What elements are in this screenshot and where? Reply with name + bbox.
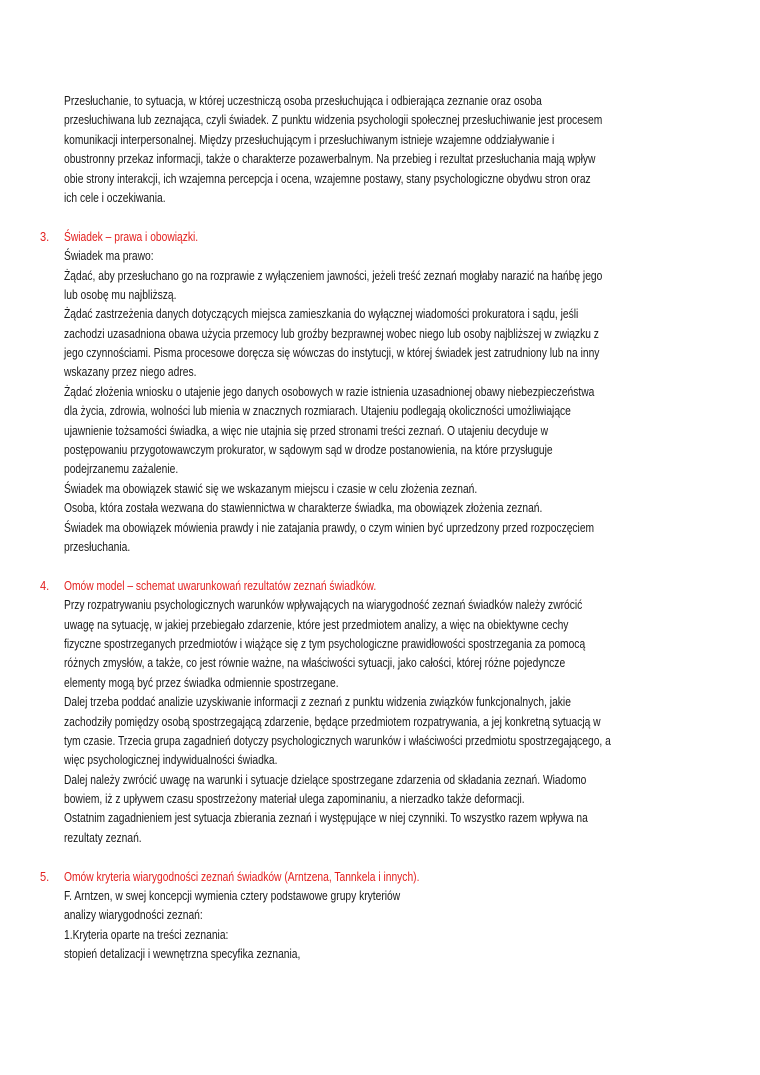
line-text: analizy wiarygodności zeznań:: [64, 907, 203, 923]
line-text: Żądać złożenia wniosku o utajenie jego danych osobowych w razie istnienia uzasadnionej obawy niebezpieczeństwa: [64, 383, 595, 399]
text-line: [0, 653, 760, 672]
text-line: [0, 110, 760, 129]
line-text: lub osobę mu najbliższą.: [64, 286, 177, 302]
line-text: Świadek ma obowiązek mówienia prawdy i nie zatajania prawdy, o czym winien być uprzedzony przed rozpoczęciem: [64, 519, 595, 535]
section-number: 3.: [40, 228, 50, 244]
line-text: Ostatnim zagadnieniem jest sytuacja zbierania zeznań i występujące w niej czynniki. To wszystko razem wpływa na: [64, 810, 588, 826]
section-title: Omów kryteria wiarygodności zeznań świadków (Arntzena, Tannkela i innych).: [64, 868, 420, 884]
line-text: fizyczne spostrzeganych przedmiotów i wiążące się z tym psychologiczne prawidłowości spostrzegania za pomocą: [64, 635, 586, 651]
section-number: 5.: [40, 868, 50, 884]
line-text: bowiem, iż z upływem czasu spostrzeżony materiał ulega zapominaniu, a nierzadko także deformacji.: [64, 791, 525, 807]
line-text: rezultaty zeznań.: [64, 829, 142, 845]
line-text: F. Arntzen, w swej koncepcji wymienia cztery podstawowe grupy kryteriów: [64, 888, 401, 904]
text-line: [0, 905, 760, 924]
text-line: [0, 789, 760, 808]
blank-line: [0, 207, 760, 226]
line-text: Żądać, aby przesłuchano go na rozprawie z wyłączeniem jawności, jeżeli treść zeznań mogłaby narazić na hańbę jego: [64, 267, 603, 283]
section-5: [0, 867, 760, 964]
text-line: [0, 712, 760, 731]
text-line: [0, 731, 760, 750]
text-line: [0, 692, 760, 711]
line-text: jego czynnościami. Pisma procesowe doręcza się wówczas do instytucji, w której świadek jest zatrudniony lub na inny: [64, 345, 600, 361]
text-line: [0, 304, 760, 323]
text-line: [0, 886, 760, 905]
text-line: [0, 266, 760, 285]
text-line: [0, 401, 760, 420]
intro-paragraph: [0, 91, 760, 207]
text-line: [0, 537, 760, 556]
line-text: uwagę na sytuację, w jakiej przebiegało zdarzenie, które jest przedmiotem analizy, a więc na obiektywne cechy: [64, 616, 569, 632]
text-line: [0, 595, 760, 614]
text-line: [0, 440, 760, 459]
text-line: [0, 343, 760, 362]
line-text: przesłuchania.: [64, 538, 131, 554]
section-heading: [0, 576, 760, 595]
line-text: elementy mogą być przez świadka odmiennie spostrzegane.: [64, 674, 339, 690]
text-line: [0, 188, 760, 207]
text-line: [0, 615, 760, 634]
text-line: [0, 149, 760, 168]
line-text: stopień detalizacji i wewnętrzna specyfika zeznania,: [64, 946, 301, 962]
line-text: Świadek ma obowiązek stawić się we wskazanym miejscu i czasie w celu złożenia zeznań.: [64, 480, 478, 496]
text-line: [0, 808, 760, 827]
section-heading: [0, 227, 760, 246]
line-text: tym czasie. Trzecia grupa zagadnień dotyczy psychologicznych warunków i właściwości przedmiotu spostrzegającego, a: [64, 732, 611, 748]
text-line: [0, 479, 760, 498]
line-text: Przesłuchanie, to sytuacja, w której uczestniczą osoba przesłuchująca i odbierająca zeznanie oraz osoba: [64, 93, 542, 108]
text-line: [0, 518, 760, 537]
line-text: postępowaniu przygotowawczym prokurator, w sądowym sąd w drodze postanowienia, na które przysługuje: [64, 442, 553, 458]
section-4: [0, 576, 760, 847]
line-text: ujawnienie tożsamości świadka, a więc nie utajnia się przed stronami treści zeznań. O utajeniu decyduje w: [64, 422, 549, 438]
text-line: [0, 382, 760, 401]
text-line: [0, 362, 760, 381]
text-line: [0, 944, 760, 963]
text-line: [0, 634, 760, 653]
document-page: [0, 91, 760, 964]
line-text: przesłuchiwana lub zeznająca, czyli świadek. Z punktu widzenia psychologii społecznej przesłuchiwanie jest procesem: [64, 112, 603, 128]
text-line: [0, 498, 760, 517]
section-title: Świadek – prawa i obowiązki.: [64, 228, 199, 244]
text-line: [0, 828, 760, 847]
line-text: więc psychologicznej indywidualności świadka.: [64, 752, 278, 768]
line-text: Żądać zastrzeżenia danych dotyczących miejsca zamieszkania do wyłącznej wiadomości prokuratora i sądu, jeśli: [64, 306, 579, 322]
text-line: [0, 770, 760, 789]
text-line: [0, 91, 760, 110]
blank-line: [0, 556, 760, 575]
line-text: różnych zmysłów, a także, co jest równie ważne, na właściwości sytuacji, jako całości, której różne pojedyncze: [64, 655, 566, 671]
text-line: [0, 750, 760, 769]
text-line: [0, 130, 760, 149]
text-line: [0, 459, 760, 478]
text-line: [0, 169, 760, 188]
section-heading: [0, 867, 760, 886]
sections: [0, 207, 760, 963]
section-number: 4.: [40, 577, 50, 593]
text-line: [0, 925, 760, 944]
line-text: dla życia, zdrowia, wolności lub mienia w znacznych rozmiarach. Utajeniu podlegają okoliczności umożliwiające: [64, 403, 571, 419]
line-text: zachodzi uzasadniona obawa użycia przemocy lub groźby bezprawnej wobec niego lub osoby najbliższej w związku z: [64, 325, 599, 341]
text-line: [0, 324, 760, 343]
line-text: obustronny przekaz informacji, także o charakterze pozawerbalnym. Na przebieg i rezultat przesłuchania mają wpływ: [64, 151, 596, 167]
line-text: Dalej trzeba poddać analizie uzyskiwanie informacji z zeznań z punktu widzenia związków funkcjonalnych, jakie: [64, 694, 571, 710]
line-text: Świadek ma prawo:: [64, 248, 154, 264]
line-text: ich cele i oczekiwania.: [64, 189, 166, 205]
section-title: Omów model – schemat uwarunkowań rezultatów zeznań świadków.: [64, 577, 377, 593]
line-text: Osoba, która została wezwana do stawiennictwa w charakterze świadka, ma obowiązek złożenia zeznań.: [64, 500, 543, 516]
text-line: [0, 285, 760, 304]
line-text: wskazany przez niego adres.: [64, 364, 197, 380]
text-line: [0, 673, 760, 692]
line-text: 1.Kryteria oparte na treści zeznania:: [64, 926, 229, 942]
line-text: komunikacji interpersonalnej. Między przesłuchującym i przesłuchiwanym istnieje wzajemne oddziaływanie i: [64, 131, 555, 147]
line-text: Przy rozpatrywaniu psychologicznych warunków wpływających na wiarygodność zeznań świadków należy zwrócić: [64, 597, 583, 613]
line-text: podejrzanemu zażalenie.: [64, 461, 179, 477]
text-line: [0, 421, 760, 440]
text-line: [0, 246, 760, 265]
blank-line: [0, 847, 760, 866]
line-text: obie strony interakcji, ich wzajemna percepcja i ocena, wzajemne postawy, stany psychologiczne obydwu stron oraz: [64, 170, 591, 186]
line-text: Dalej należy zwrócić uwagę na warunki i sytuacje dzielące spostrzegane zdarzenia od składania zeznań. Wiadomo: [64, 771, 587, 787]
line-text: zachodziły pomiędzy osobą spostrzegającą zdarzenie, będące przedmiotem rozpatrywania, a jej konkretną sytuacją w: [64, 713, 601, 729]
section-3: [0, 227, 760, 557]
